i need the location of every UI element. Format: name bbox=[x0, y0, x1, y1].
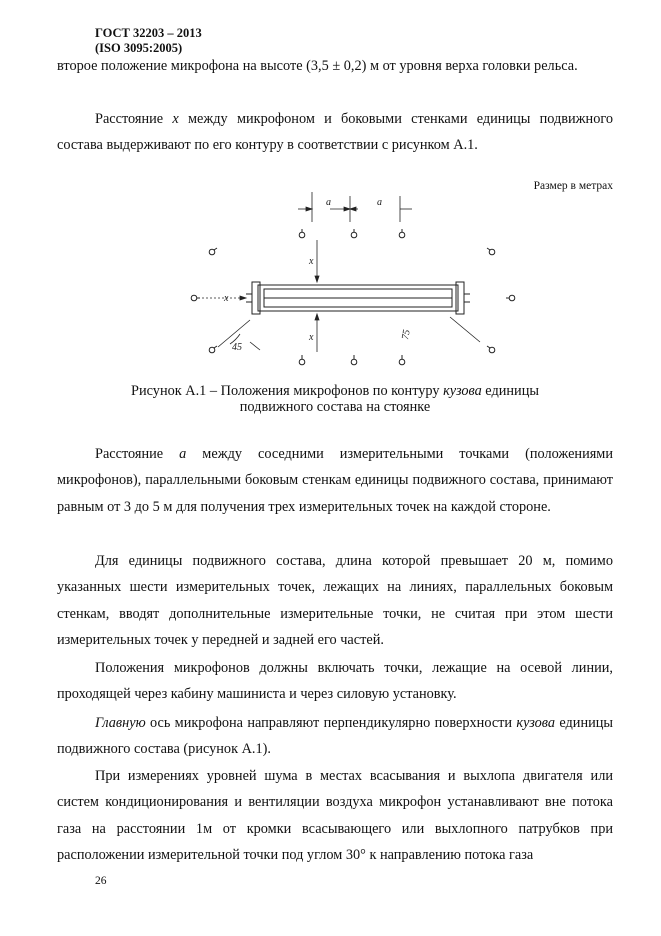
label-a-right: a bbox=[377, 197, 382, 208]
vehicle-outline bbox=[246, 282, 470, 314]
variable-a: a bbox=[179, 446, 187, 462]
paragraph-text: Для единицы подвижного состава, длина которой превышает 20 м, помимо указанных шести измерительных точек, лежащих на линиях, параллельных боковым стенкам, вводят дополнительные измерительные точки, не считая при этом шести измерительных точек у передней и задней его частей. bbox=[57, 553, 613, 649]
caption-text: Рисунок А.1 – Положения микрофонов по контуру bbox=[131, 383, 444, 399]
label-x-bottom: x bbox=[309, 332, 314, 343]
paragraph-text: между микрофоном и боковыми стенками единицы подвижного состава выдерживают по его контуру в соответствии с рисунком А.1. bbox=[57, 111, 613, 154]
scale-note: Размер в метрах bbox=[533, 180, 613, 192]
paragraph-text: Расстояние bbox=[95, 111, 173, 127]
paragraph-main-axis bbox=[57, 710, 613, 763]
paragraph-text: При измерениях уровней шума в местах всасывания и выхлопа двигателя или систем кондиционирования и вентиляции воздуха микрофон устанавливают вне потока газа на расстоянии 1м от кромки всасывающего или выхлопного патрубков при расположении измерительной точки под углом 30° к направлению потока газа bbox=[57, 768, 613, 864]
label-x-top: x bbox=[309, 256, 314, 267]
variable-x: x bbox=[172, 111, 179, 127]
label-45: 45 bbox=[232, 342, 242, 353]
paragraph-intake-exhaust bbox=[57, 763, 613, 869]
page-number: 26 bbox=[95, 875, 107, 887]
paragraph-long-vehicle bbox=[57, 548, 613, 654]
microphone-position-figure bbox=[180, 192, 530, 372]
paragraph-text: ось микрофона направляют перпендикулярно поверхности bbox=[145, 715, 517, 731]
label-a-left: a bbox=[326, 197, 331, 208]
angle-75-mark bbox=[450, 317, 480, 342]
paragraph-text: второе положение микрофона на высоте (3,5 ± 0,2) м от уровня верха головки рельса. bbox=[57, 58, 578, 74]
caption-line-1 bbox=[57, 383, 613, 399]
paragraph-axis-points bbox=[57, 655, 613, 708]
paragraph-text: единицы подвижного состава (рисунок А.1). bbox=[57, 715, 614, 758]
paragraph-distance-x bbox=[57, 106, 613, 159]
label-75: 75 bbox=[400, 328, 413, 341]
figure-caption bbox=[57, 383, 613, 415]
iso-reference: (ISO 3095:2005) bbox=[95, 41, 183, 55]
paragraph-text: между соседними измерительными точками (положениями микрофонов), параллельными боковым стенкам единицы подвижного состава, принимают равным от 3 до 5 м для получения трех измерительных точек на каждой стороне. bbox=[57, 446, 613, 515]
paragraph-text: Положения микрофонов должны включать точки, лежащие на осевой линии, проходящей через кабину машиниста и через силовую установку. bbox=[57, 660, 613, 703]
dimension-a bbox=[298, 192, 412, 222]
paragraph-continuation bbox=[57, 53, 613, 79]
standard-number: ГОСТ 32203 – 2013 bbox=[95, 26, 202, 40]
label-x-left: x bbox=[224, 293, 229, 304]
microphone-bottom-row bbox=[299, 355, 405, 365]
paragraph-text: Расстояние bbox=[95, 446, 180, 462]
italic-term: Главную bbox=[95, 715, 146, 731]
caption-text: единицы bbox=[481, 383, 539, 399]
caption-italic: кузова bbox=[443, 383, 482, 399]
microphone-top-row bbox=[299, 229, 405, 238]
paragraph-distance-a bbox=[57, 441, 613, 520]
caption-line-2: подвижного состава на стоянке bbox=[239, 399, 431, 415]
italic-term: кузова bbox=[516, 715, 556, 731]
